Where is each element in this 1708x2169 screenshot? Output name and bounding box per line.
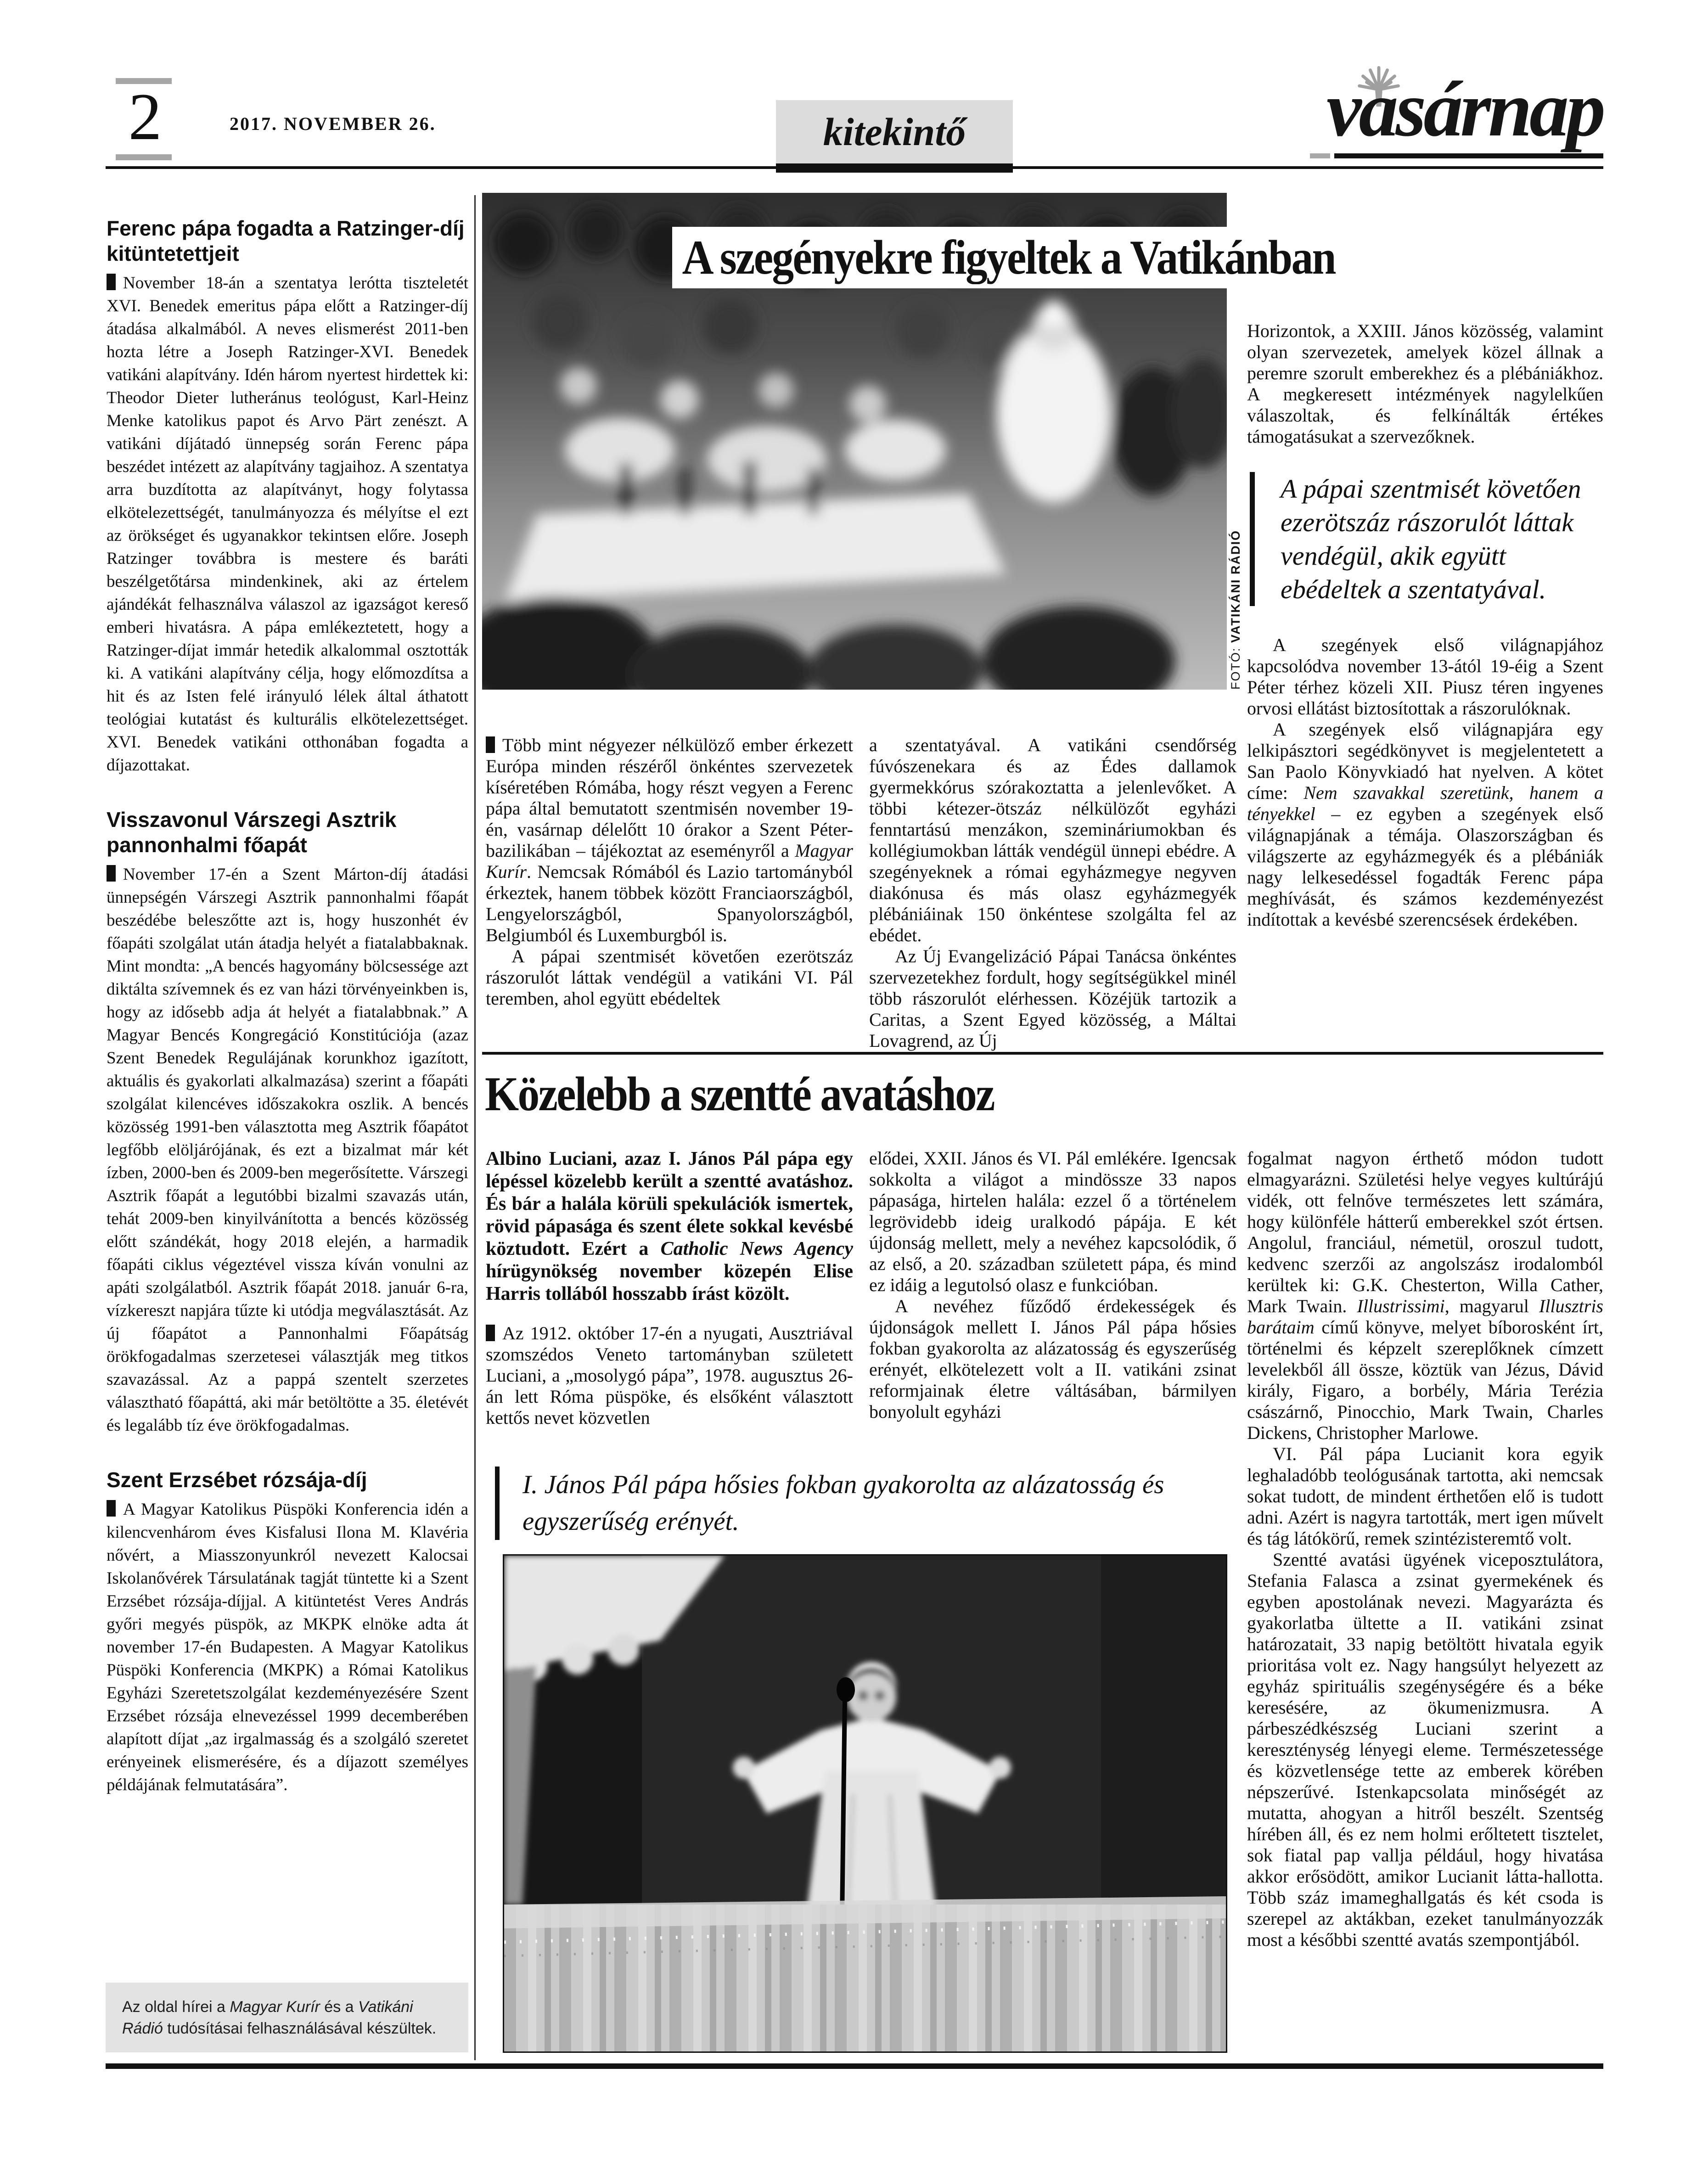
photo-credit-label: FOTÓ:: [1229, 643, 1242, 690]
photo-credit-value: VATIKÁNI RÁDIÓ: [1229, 530, 1242, 643]
article-body-text: November 17-én a Szent Márton-díj átadási ünnepségén Várszegi Asztrik pannonhalmi főapát beszédébe beleszőtte azt is, hogy huszonhét év főapáti szolgálat után átadja helyét a fiatalabbaknak. Mint mondta: „A bencés hagyomány bölcsessége azt diktálta szívemnek és ez van házi törvényeinkben is, hogy az idősebb adja át helyét a fiatalabbnak.” A Magyar Bencés Kongregáció Konstitúciója (azaz Szent Benedek Regulájának korunkhoz igazított, aktuális és gyakorlati alkalmazása) szerint a főapáti szolgálat kilencéves időszakokra oszlik. A bencés közösség 1991-ben választotta meg Asztrik főapátot legfőbb elöljárójának, és ezt a bizalmat már két ízben, 2000-ben és 2009-ben megerősítette. Várszegi Asztrik főapát a legutóbbi bizalmi szavazás után, tehát 2009-ben kinyilvánította a bencés közösség előtt szándékát, hogy 2018 elején, a harmadik főapáti ciklus végeztével vissza kíván vonulni az apáti szolgálatból. Asztrik főapát 2018. január 6-ra, vízkereszt napjára tűzte ki utódja megválasztását. Az új főapátot a Pannonhalmi Főapátság örökfogadalmas szerzetesei választják meg titkos szavazással. Az a pappá szentelt szerzetes választható főapáttá, aki már betöltötte a 35. életévét és legalább tíz éve örökfogadalmas.: [107, 865, 468, 1435]
italic-quote: I. János Pál pápa hősies fokban gyakorolta az alázatosság és egyszerűség erényét.: [495, 1467, 1220, 1540]
article-ratzinger-dij: [107, 216, 468, 777]
main-article-column-2: [869, 735, 1236, 1056]
article-body: [107, 272, 468, 777]
masthead-underline-gray: [1310, 153, 1330, 158]
photo-credit: [1229, 517, 1243, 690]
section-tab-kitekinto: [776, 100, 1013, 163]
article-varszegi-asztrik: [107, 807, 468, 1437]
second-article-column-1: [486, 1148, 853, 1471]
main-article-paragraph: Horizontok, a XXIII. János közösség, valamint olyan szervezetek, amelyek közel állnak a peremre szorult emberekhez és a plébániákhoz. A megkeresett intézmények nagylelkűen válaszoltak, és felkínálták értékes támogatásukat a szervezőknek.: [1247, 320, 1603, 447]
second-article-paragraph: Szentté avatási ügyének viceposztulátora, Stefania Falasca a zsinat gyermekének és egyben apostolának nevezi. Magyarázta és gyakorlatba ültette a II. vatikáni zsinat határozatait, 33 napig betöltött hivatala egyik prioritása volt ez. Nagy hangsúlyt helyezett az egyház spirituális szegénységére és a béke keresésére, az ökumenizmusra. A párbeszédkészség Luciani szerint a kereszténység lényegi eleme. Természetessége és közvetlensége tette az emberek körében népszerűvé. Istenkapcsolata minőségét az mutatta, ahogyan a hitről beszélt. Szentség hírében áll, és ez nem holmi erőltetett tisztelet, sok fiatal pap vallja például, hogy hivatása akkor erősödött, amikor Lucianit látta-hallotta. Több száz imameghallgatás és két csoda is szerepel az aktákban, ezeket tanulmányozzák most a későbbi szentté avatás szempontjából.: [1247, 1549, 1603, 1950]
pull-quote: A pápai szentmisét követően ezerötszáz rászorulót láttak vendégül, akik együtt ebédeltek a szentatyával.: [1250, 472, 1603, 606]
article-body: [107, 863, 468, 1437]
main-article-paragraph: [486, 735, 853, 946]
article-heading: Visszavonul Várszegi Asztrik pannonhalmi főapát: [107, 808, 397, 857]
paragraph-marker-icon: [107, 1500, 116, 1517]
article-heading: Ferenc pápa fogadta a Ratzinger-díj kitüntetettjeit: [107, 216, 465, 265]
main-headline-band: [672, 227, 1603, 288]
paragraph-marker-icon: [486, 736, 495, 753]
main-article-paragraph: [1247, 719, 1603, 930]
article-heading: Szent Erzsébet rózsája-díj: [107, 1468, 367, 1492]
paragraph-marker-icon: [486, 1325, 495, 1341]
left-news-column: [107, 216, 468, 1979]
main-article-paragraph: a szentatyával. A vatikáni csendőrség fúvószenekara és az Édes dallamok gyermekkórus szórakoztatta a jelenlevőket. A többi kétezer-ötszáz nélkülözőt egyházi fenntartású menzákon, szemináriumokban és kollégiumokban látták vendégül ünnepi ebédre. A szegényeknek a római egyházmegye negyven diakónusa és más olasz egyházmegyék plébániáinak 150 önkéntese szolgálta fel az ebédet.: [869, 735, 1236, 945]
page-source-note: [106, 1983, 468, 2052]
page-number: 2: [128, 79, 162, 154]
main-article-paragraph: Az Új Evangelizáció Pápai Tanácsa önkéntes szervezetekhez fordult, hogy segítségükkel minél több rászorulót elérhessen. Közéjük tartozik a Caritas, a Szent Egyed közösség, a Máltai Lovagrend, az Új: [869, 946, 1236, 1051]
column-divider: [474, 195, 476, 2060]
second-article-text: fogalmat nagyon érthető módon tudott elmagyarázni. Születési helye vegyes kultúrájú vidék, ott felnőve természetes lett számára, hogy különféle hátterű emberekkel szót értsen. Angolul, franciául, németül, oroszul tudott, kedvenc szerzői az angolszász irodalomból kerültek ki: G.K. Chesterton, Willa Cather, Mark Twain. Illustrissimi, magyarul Illusztris barátaim című könyve, melyet bíborosként írt, történelmi és képzelt szereplőknek címzett levelekből áll össze, köztük van Jézus, Dávid király, Figaro, a borbély, Mária Terézia császárnő, Pinocchio, Mark Twain, Charles Dickens, Christopher Marlowe.: [1247, 1148, 1603, 1443]
second-article-text: Az 1912. október 17-én a nyugati, Ausztriával szomszédos Veneto tartományban született Luciani, a „mosolygó pápa”, 1978. augusztus 26-án lett Róma püspöke, és elsőként választott kettős nevet közvetlen: [486, 1323, 853, 1428]
page-number-bottom-bar: [116, 154, 172, 160]
second-article-lead: [486, 1148, 853, 1305]
second-article-column-2: [869, 1148, 1236, 1471]
main-article-paragraph: A pápai szentmisét követően ezerötszáz rászorulót láttak vendégül a vatikáni VI. Pál teremben, ahol együtt ebédeltek: [486, 946, 853, 1009]
main-article-paragraph: A szegények első világnapjához kapcsolódva november 13-ától 19-éig a Szent Péter térhez közeli XII. Piusz téren ingyenes orvosi ellátást biztosítottak a rászorulóknak.: [1247, 635, 1603, 719]
main-article-text: A szegények első világnapjára egy lelkipásztori segédkönyvet is megjelentetett a San Paolo Könyvkiadó hat nyelven. A kötet címe: Nem szavakkal szeretünk, hanem a tényekkel – ez egyben a szegények első világnapjának a témája. Olaszországban és világszerte az egyházmegyék és a plébániák nagy lelkesedéssel fogadták Ferenc pápa meghívását, és számos kezdeményezést indítottak a kevésbé szerencsések érdekében.: [1247, 719, 1603, 930]
second-article-paragraph: A nevéhez fűződő érdekességek és újdonságok mellett I. János Pál pápa hősies fokban gyakorolta az alázatosság és egyszerűség erényét, elkötelezett volt a II. vatikáni zsinat reformjainak életre váltásában, bármilyen bonyolult egyházi: [869, 1296, 1236, 1422]
article-szent-erzsebet-dij: [107, 1467, 468, 1797]
article-body-text: November 18-án a szentatya lerótta tiszteletét XVI. Benedek emeritus pápa előtt a Ratzinger-díj átadása alkalmából. A neves elismerést 2011-ben hozta létre a Joseph Ratzinger-XVI. Benedek vatikáni alapítvány. Idén három nyertest hirdettek ki: Theodor Dieter lutheránus teológust, Karl-Heinz Menke katolikus papot és Arvo Pärt zenészt. A vatikáni díjátadó ünnepség során Ferenc pápa beszédet intézett az alapítvány tagjaihoz. A szentatya arra buzdította az alapítványt, hogy folytassa elkötelezettségét, tanulmányozza és mélyítse el ezt az örökséget és ugyanakkor tekintsen előre. Joseph Ratzinger továbbra is mestere és baráti beszélgetőtársa mindenkinek, aki az értelem ajándékát felhasználva válaszol az igazságot kereső emberi hivatásra. A pápa emlékeztetett, hogy a Ratzinger-díjat immár hetedik alkalommal osztották ki. A vatikáni alapítvány célja, hogy előmozdítsa a hit és az Isten felé irányuló lélek által áthatott teológiai kutatást és kulturális elkötelezettséget. XVI. Benedek vatikáni otthonában fogadta a díjazottakat.: [107, 274, 468, 775]
second-article-paragraph: VI. Pál pápa Lucianit kora egyik leghaladóbb teológusának tartotta, aki nemcsak sokat tudott, de mindent érthetően elő is tudott adni. Azért is nagyra tartották, mert igen művelt és tág látókörű, remek szintézisteremtő volt.: [1247, 1444, 1603, 1549]
masthead-underline: [1334, 153, 1603, 158]
article-body: [107, 1498, 468, 1797]
second-article-paragraph: [1247, 1148, 1603, 1444]
pope-photo: [503, 1554, 1227, 2053]
issue-date: 2017. NOVEMBER 26.: [230, 113, 436, 134]
main-headline: A szegényekre figyeltek a Vatikánban: [682, 230, 1335, 284]
paragraph-marker-icon: [107, 274, 116, 290]
second-article-paragraph: [486, 1323, 853, 1428]
paragraph-marker-icon: [107, 865, 116, 882]
header-rule: [106, 166, 1603, 169]
second-article-lead-text: Albino Luciani, azaz I. János Pál pápa egy lépéssel közelebb került a szentté avatáshoz. És bár a halála körüli spekulációk ismertek, rövid pápasága és szent élete sokkal kevésbé köztudott. Ezért a Catholic News Agency hírügynökség november közepén Elise Harris tollából hosszabb írást közölt.: [486, 1148, 853, 1304]
section-tab-label: kitekintő: [823, 110, 966, 154]
masthead-title: vasárnap: [1326, 66, 1603, 153]
main-article-column-3: [1247, 320, 1603, 1055]
second-headline: Közelebb a szentté avatáshoz: [485, 1067, 994, 1121]
second-article-column-3: [1247, 1148, 1603, 2059]
main-article-column-1: [486, 735, 853, 1056]
page-source-note-text: Az oldal hírei a Magyar Kurír és a Vatikáni Rádió tudósításai felhasználásával készültek.: [122, 1998, 437, 2037]
main-article-text: Több mint négyezer nélkülöző ember érkezett Európa minden részéről önkéntes szervezetek kíséretében Rómába, hogy részt vegyen a Ferenc pápa által bemutatott szentmisén november 19-én, vasárnap délelőtt 10 órakor a Szent Péter-bazilikában – tájékoztat az eseményről a Magyar Kurír. Nemcsak Rómából és Lazio tartományból érkeztek, hanem többek között Franciaországból, Lengyelországból, Spanyolországból, Belgiumból és Luxemburgból is.: [486, 735, 853, 945]
second-article-paragraph: elődei, XXII. János és VI. Pál emlékére. Igencsak sokkolta a világot a mindössze 33 napos pápasága, hirtelen halála: ezzel ő a történelem legrövidebb ideig uralkodó pápája. E két újdonság mellett, mely a nevéhez kapcsolódik, ő az első, a 20. században született pápa, és mind ez idáig a legutolsó olasz e funkcióban.: [869, 1148, 1236, 1295]
article-body-text: A Magyar Katolikus Püspöki Konferencia idén a kilencvenhárom éves Kisfalusi Ilona M. Klavéria nővért, a Miasszonyunkról nevezett Kalocsai Iskolanővérek Társulatának tagját tüntette ki a Szent Erzsébet rózsája-díjjal. A kitüntetést Veres András győri megyés püspök, az MKPK elnöke adta át november 17-én Budapesten. A Magyar Katolikus Püspöki Konferencia (MKPK) a Római Katolikus Egyházi Szeretetszolgálat kezdeményezésére Szent Erzsébet rózsája elnevezéssel 1999 decemberében alapított díjat „az irgalmasság és a szolgáló szeretet erényeinek elismerésére, és a díjazott személyes példájának felmutatására”.: [107, 1500, 468, 1794]
page-bottom-rule: [106, 2063, 1603, 2069]
